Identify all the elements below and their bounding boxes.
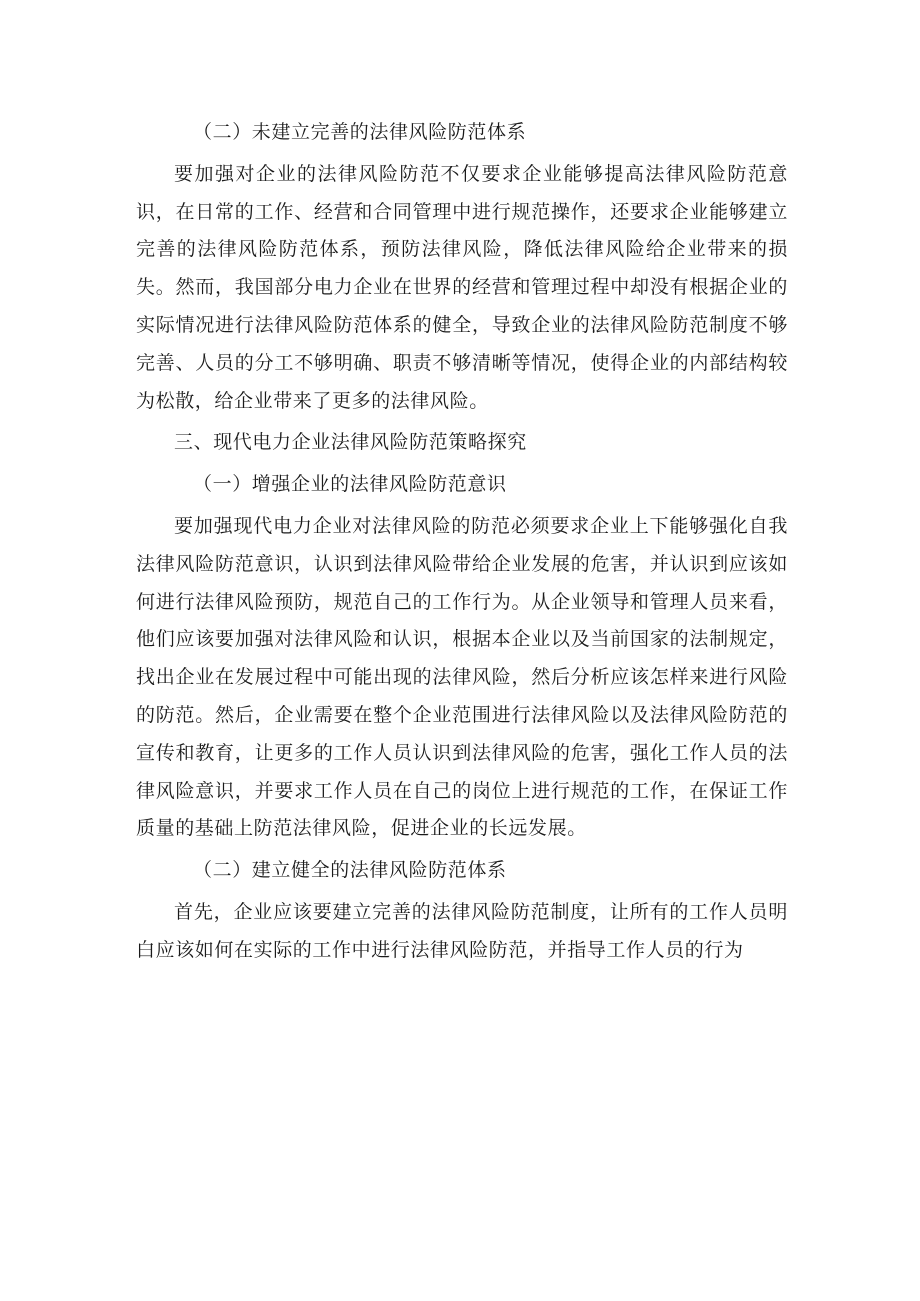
paragraph-1: 要加强对企业的法律风险防范不仅要求企业能够提高法律风险防范意识，在日常的工作、经营和合同管理中进行规范操作，还要求企业能够建立完善的法律风险防范体系，预防法律风险，降低法律风险给企业带来的损失。然而，我国部分电力企业在世界的经营和管理过程中却没有根据企业的实际情况进行法律风险防范体系的健全，导致企业的法律风险防范制度不够完善、人员的分工不够明确、职责不够清晰等情况，使得企业的内部结构较为松散，给企业带来了更多的法律风险。 [136, 162, 788, 412]
section-heading-3-1: （一）增强企业的法律风险防范意识 [193, 473, 507, 496]
paragraph-3: 首先，企业应该要建立完善的法律风险防范制度，让所有的工作人员明白应该如何在实际的工作中进行法律风险防范，并指导工作人员的行为 [136, 900, 788, 961]
document-body [136, 114, 788, 974]
paragraph-2: 要加强现代电力企业对法律风险的防范必须要求企业上下能够强化自我法律风险防范意识，认识到法律风险带给企业发展的危害，并认识到应该如何进行法律风险预防，规范自己的工作行为。从企业领导和管理人员来看，他们应该要加强对法律风险和认识，根据本企业以及当前国家的法制规定，找出企业在发展过程中可能出现的法律风险，然后分析应该怎样来进行风险的防范。然后，企业需要在整个企业范围进行法律风险以及法律风险防范的宣传和教育，让更多的工作人员认识到法律风险的危害，强化工作人员的法律风险意识，并要求工作人员在自己的岗位上进行规范的工作，在保证工作质量的基础上防范法律风险，促进企业的长远发展。 [136, 514, 788, 840]
section-heading-3-2: （二）建立健全的法律风险防范体系 [193, 859, 507, 882]
chapter-heading-3: 三、现代电力企业法律风险防范策略探究 [174, 431, 527, 454]
section-heading-2-1: （二）未建立完善的法律风险防范体系 [193, 121, 527, 143]
